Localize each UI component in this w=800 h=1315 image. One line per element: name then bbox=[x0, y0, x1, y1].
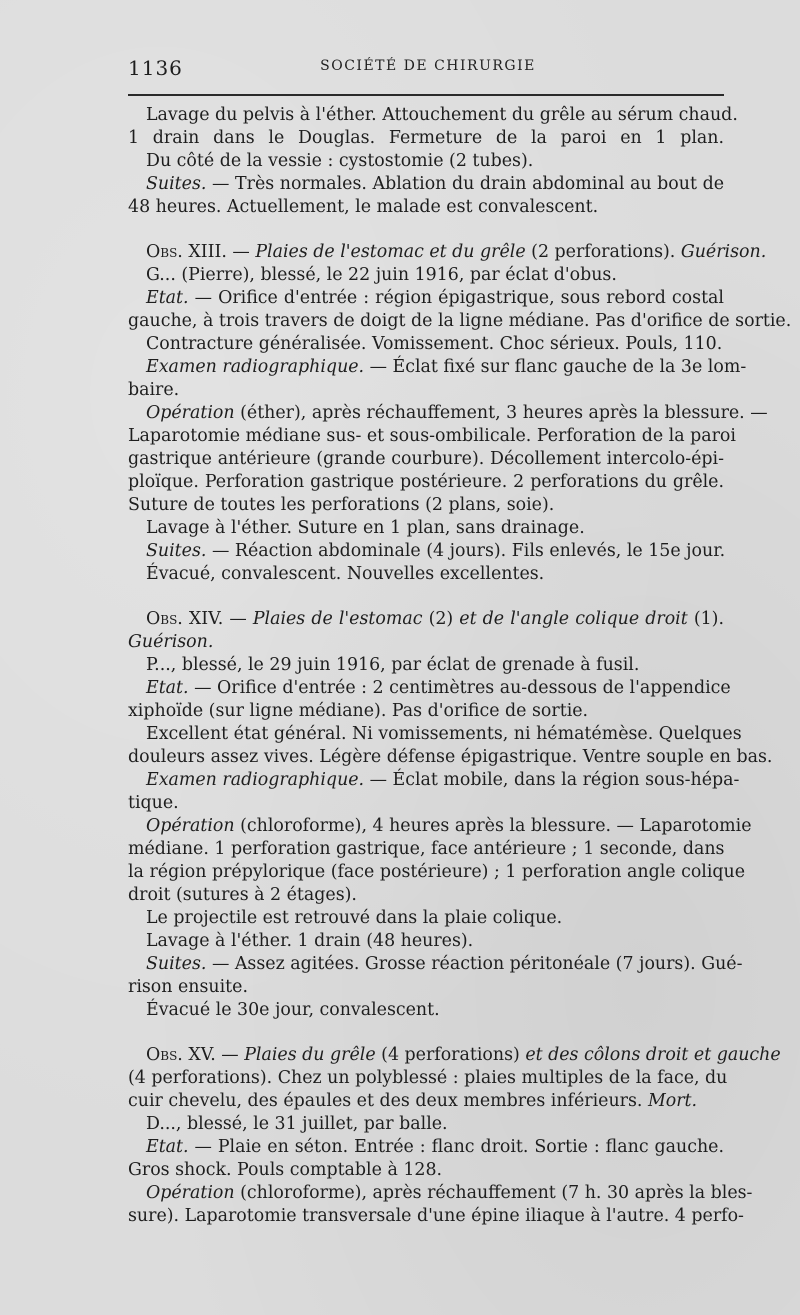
observation-number: Obs. XV. bbox=[146, 1045, 216, 1065]
text-line bbox=[128, 884, 724, 907]
text-run: P..., blessé, le 29 juin 1916, par éclat de grenade à fusil. bbox=[146, 655, 640, 675]
text-run: (chloroforme), après réchauffement (7 h. 30 après la bles- bbox=[234, 1183, 753, 1203]
text-line bbox=[128, 792, 724, 815]
paragraph-gap bbox=[128, 219, 724, 241]
page-number: 1136 bbox=[128, 56, 183, 80]
body-text bbox=[128, 104, 792, 1228]
text-line bbox=[128, 448, 724, 471]
text-line bbox=[128, 930, 724, 953]
observation-number: Obs. XIII. bbox=[146, 242, 227, 262]
italic-run: Opération bbox=[146, 403, 235, 423]
text-line bbox=[128, 356, 747, 379]
text-run: (4 perforations). Chez un polyblessé : plaies multiples de la face, du bbox=[128, 1068, 728, 1088]
text-line bbox=[128, 999, 724, 1022]
text-line bbox=[128, 723, 742, 746]
italic-run: Guérison. bbox=[680, 242, 767, 262]
text-line bbox=[128, 540, 724, 563]
italic-run: Mort. bbox=[647, 1091, 698, 1111]
text-line bbox=[128, 517, 724, 540]
text-line bbox=[128, 861, 746, 884]
observation-number: Obs. XIV. bbox=[146, 609, 224, 629]
text-line bbox=[128, 1182, 753, 1205]
text-run: Excellent état général. Ni vomissements, ni hématémèse. Quelques bbox=[146, 724, 742, 744]
text-run: gastrique antérieure (grande courbure). Décollement intercolo-épi- bbox=[128, 449, 724, 469]
text-run: 1 drain dans le Douglas. Fermeture de la paroi en 1 plan. bbox=[128, 128, 724, 148]
text-line bbox=[128, 976, 724, 999]
text-line bbox=[128, 608, 724, 631]
italic-run: Etat. bbox=[146, 678, 189, 698]
text-run: G... (Pierre), blessé, le 22 juin 1916, par éclat d'obus. bbox=[146, 265, 617, 285]
text-run: — Plaie en séton. Entrée : flanc droit. Sortie : flanc gauche. bbox=[188, 1137, 724, 1157]
text-run: Suture de toutes les perforations (2 plans, soie). bbox=[128, 495, 555, 515]
italic-run: et des côlons droit et gauche bbox=[525, 1045, 781, 1065]
text-line bbox=[128, 173, 724, 196]
text-line bbox=[128, 1159, 724, 1182]
text-run: douleurs assez vives. Légère défense épigastrique. Ventre souple en bas. bbox=[128, 747, 773, 767]
text-run: Lavage du pelvis à l'éther. Attouchement du grêle au sérum chaud. bbox=[146, 105, 738, 125]
italic-run: Opération bbox=[146, 816, 235, 836]
text-line bbox=[128, 333, 724, 356]
text-run: droit (sutures à 2 étages). bbox=[128, 885, 357, 905]
text-run: — bbox=[215, 1045, 245, 1065]
text-run: (1). bbox=[687, 609, 724, 629]
italic-run: Suites. bbox=[146, 541, 207, 561]
text-run: Contracture généralisée. Vomissement. Choc sérieux. Pouls, 110. bbox=[146, 334, 723, 354]
text-run: D..., blessé, le 31 juillet, par balle. bbox=[146, 1114, 448, 1134]
paragraph-gap bbox=[128, 1022, 724, 1044]
text-line bbox=[128, 654, 724, 677]
text-run: Lavage à l'éther. Suture en 1 plan, sans drainage. bbox=[146, 518, 585, 538]
text-line bbox=[128, 815, 752, 838]
text-run: sure). Laparotomie transversale d'une épine iliaque à l'autre. 4 perfo- bbox=[128, 1206, 744, 1226]
text-line bbox=[128, 425, 736, 448]
text-run: — Assez agitées. Grosse réaction péritonéale (7 jours). Gué- bbox=[206, 954, 743, 974]
text-run: Le projectile est retrouvé dans la plaie colique. bbox=[146, 908, 563, 928]
text-line bbox=[128, 563, 724, 586]
text-run: (2 perforations). bbox=[525, 242, 681, 262]
text-run: (éther), après réchauffement, 3 heures après la blessure. — bbox=[234, 403, 768, 423]
text-line bbox=[128, 1205, 744, 1228]
text-line bbox=[128, 700, 724, 723]
running-head: SOCIÉTÉ DE CHIRURGIE bbox=[320, 58, 536, 74]
italic-run: Etat. bbox=[146, 1137, 189, 1157]
text-line bbox=[128, 264, 724, 287]
text-run: Du côté de la vessie : cystostomie (2 tubes). bbox=[146, 151, 534, 171]
text-run: médiane. 1 perforation gastrique, face antérieure ; 1 seconde, dans bbox=[128, 839, 725, 859]
text-run: — bbox=[226, 242, 256, 262]
text-line bbox=[128, 310, 792, 333]
italic-run: Plaies de l'estomac et du grêle bbox=[255, 242, 526, 262]
text-line bbox=[128, 907, 724, 930]
text-line bbox=[128, 1090, 724, 1113]
text-line bbox=[128, 953, 743, 976]
text-run: la région prépylorique (face postérieure) ; 1 perforation angle colique bbox=[128, 862, 746, 882]
text-line bbox=[128, 104, 738, 127]
page-header bbox=[128, 48, 728, 88]
text-run: (2) bbox=[422, 609, 460, 629]
text-run: Évacué le 30e jour, convalescent. bbox=[146, 1000, 440, 1020]
text-run: — Orifice d'entrée : région épigastrique, sous rebord costal bbox=[188, 288, 724, 308]
text-run: (chloroforme), 4 heures après la blessure. — Laparotomie bbox=[234, 816, 752, 836]
italic-run: Examen radiographique. bbox=[146, 357, 365, 377]
italic-run: Suites. bbox=[146, 174, 207, 194]
text-line bbox=[128, 1136, 724, 1159]
italic-run: Plaies du grêle bbox=[244, 1045, 376, 1065]
text-line bbox=[128, 241, 767, 264]
text-run: Lavage à l'éther. 1 drain (48 heures). bbox=[146, 931, 474, 951]
text-run: — bbox=[223, 609, 253, 629]
italic-run: Opération bbox=[146, 1183, 235, 1203]
text-line bbox=[128, 1067, 728, 1090]
text-line bbox=[128, 1044, 781, 1067]
text-run: cuir chevelu, des épaules et des deux membres inférieurs. bbox=[128, 1091, 648, 1111]
text-line bbox=[128, 838, 724, 861]
text-run: Laparotomie médiane sus- et sous-ombilicale. Perforation de la paroi bbox=[128, 426, 736, 446]
text-run: baire. bbox=[128, 380, 180, 400]
text-run: tique. bbox=[128, 793, 179, 813]
text-line bbox=[128, 287, 724, 310]
text-run: Évacué, convalescent. Nouvelles excellentes. bbox=[146, 564, 545, 584]
text-line bbox=[128, 379, 724, 402]
text-run: rison ensuite. bbox=[128, 977, 248, 997]
text-run: Gros shock. Pouls comptable à 128. bbox=[128, 1160, 443, 1180]
text-run: ploïque. Perforation gastrique postérieure. 2 perforations du grêle. bbox=[128, 472, 724, 492]
text-run: — Éclat fixé sur flanc gauche de la 3e lom- bbox=[364, 357, 747, 377]
text-run: — Orifice d'entrée : 2 centimètres au-dessous de l'appendice bbox=[188, 678, 731, 698]
text-line bbox=[128, 196, 724, 219]
text-line bbox=[128, 494, 724, 517]
paragraph-gap bbox=[128, 586, 724, 608]
text-run: gauche, à trois travers de doigt de la ligne médiane. Pas d'orifice de sortie. bbox=[128, 311, 792, 331]
italic-run: Guérison. bbox=[128, 632, 214, 652]
text-line bbox=[128, 471, 724, 494]
header-rule bbox=[128, 94, 724, 96]
italic-run: Suites. bbox=[146, 954, 207, 974]
text-line bbox=[128, 746, 773, 769]
text-line bbox=[128, 1113, 724, 1136]
text-line bbox=[128, 402, 768, 425]
italic-run: Etat. bbox=[146, 288, 189, 308]
italic-run: Plaies de l'estomac bbox=[252, 609, 423, 629]
text-run: — Réaction abdominale (4 jours). Fils enlevés, le 15e jour. bbox=[206, 541, 726, 561]
text-line bbox=[128, 150, 724, 173]
italic-run: et de l'angle colique droit bbox=[459, 609, 688, 629]
italic-run: Examen radiographique. bbox=[146, 770, 365, 790]
text-line bbox=[128, 769, 740, 792]
text-line bbox=[128, 677, 731, 700]
text-run: xiphoïde (sur ligne médiane). Pas d'orifice de sortie. bbox=[128, 701, 589, 721]
text-line bbox=[128, 631, 724, 654]
text-run: — Très normales. Ablation du drain abdominal au bout de bbox=[206, 174, 724, 194]
text-run: (4 perforations) bbox=[375, 1045, 526, 1065]
text-run: 48 heures. Actuellement, le malade est convalescent. bbox=[128, 197, 599, 217]
text-line bbox=[128, 127, 724, 150]
text-run: — Éclat mobile, dans la région sous-hépa- bbox=[364, 770, 740, 790]
